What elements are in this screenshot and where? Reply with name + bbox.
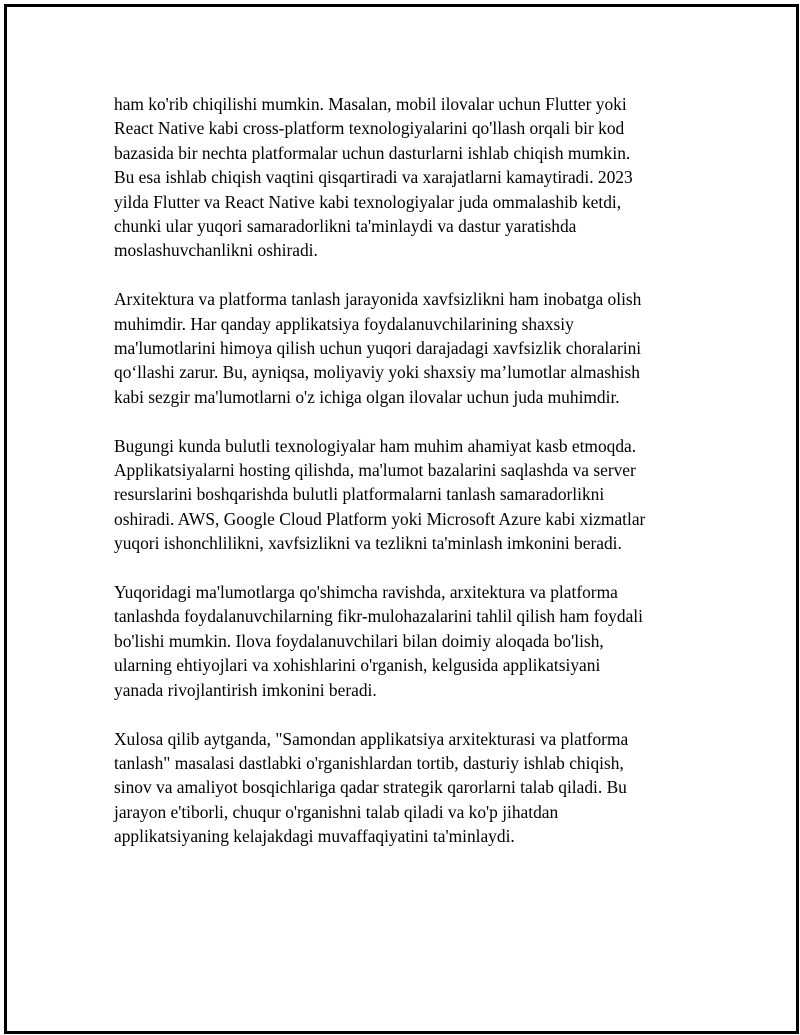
paragraph-line: bazasida bir nechta platformalar uchun dasturlarni ishlab chiqish mumkin.	[114, 142, 631, 163]
document-body	[114, 92, 694, 873]
paragraph-line: Applikatsiyalarni hosting qilishda, ma'lumot bazalarini saqlashda va server	[114, 460, 636, 481]
paragraph-3	[114, 434, 694, 556]
paragraph-line: yuqori ishonchlilikni, xavfsizlikni va tezlikni ta'minlash imkonini beradi.	[114, 533, 622, 554]
paragraph-line: qo‘llashi zarur. Bu, ayniqsa, moliyaviy yoki shaxsiy ma’lumotlar almashish	[114, 362, 640, 383]
paragraph-line: Yuqoridagi ma'lumotlarga qo'shimcha ravishda, arxitektura va platforma	[114, 582, 618, 603]
paragraph-line: jarayon e'tiborli, chuqur o'rganishni talab qiladi va ko'p jihatdan	[114, 801, 559, 822]
paragraph-line: ma'lumotlarini himoya qilish uchun yuqori darajadagi xavfsizlik choralarini	[114, 338, 642, 359]
paragraph-2	[114, 287, 694, 409]
paragraph-line: ularning ehtiyojlari va xohishlarini o'rganish, kelgusida applikatsiyani	[114, 655, 601, 676]
paragraph-line: Arxitektura va platforma tanlash jarayonida xavfsizlikni ham inobatga olish	[114, 289, 642, 310]
paragraph-line: ham ko'rib chiqilishi mumkin. Masalan, mobil ilovalar uchun Flutter yoki	[114, 94, 627, 114]
paragraph-line: sinov va amaliyot bosqichlariga qadar strategik qarorlarni talab qiladi. Bu	[114, 777, 627, 798]
paragraph-line: oshiradi. AWS, Google Cloud Platform yoki Microsoft Azure kabi xizmatlar	[114, 508, 646, 529]
paragraph-line: yilda Flutter va React Native kabi texnologiyalar juda ommalashib ketdi,	[114, 191, 622, 212]
paragraph-line: moslashuvchanlikni oshiradi.	[114, 240, 318, 261]
paragraph-line: Bu esa ishlab chiqish vaqtini qisqartiradi va xarajatlarni kamaytiradi. 2023	[114, 167, 633, 188]
paragraph-line: muhimdir. Har qanday applikatsiya foydalanuvchilarining shaxsiy	[114, 313, 574, 334]
paragraph-line: tanlashda foydalanuvchilarning fikr-mulohazalarini tahlil qilish ham foydali	[114, 606, 643, 627]
paragraph-line: tanlash" masalasi dastlabki o'rganishlardan tortib, dasturiy ishlab chiqish,	[114, 752, 624, 773]
paragraph-line: Bugungi kunda bulutli texnologiyalar ham muhim ahamiyat kasb etmoqda.	[114, 435, 637, 456]
paragraph-line: kabi sezgir ma'lumotlarni o'z ichiga olgan ilovalar uchun juda muhimdir.	[114, 386, 620, 407]
paragraph-line: resurslarini boshqarishda bulutli platformalarni tanlash samaradorlikni	[114, 484, 605, 505]
paragraph-line: React Native kabi cross-platform texnologiyalarini qo'llash orqali bir kod	[114, 118, 625, 139]
paragraph-1	[114, 92, 694, 263]
paragraph-line: chunki ular yuqori samaradorlikni ta'minlaydi va dastur yaratishda	[114, 216, 577, 237]
paragraph-line: bo'lishi mumkin. Ilova foydalanuvchilari bilan doimiy aloqada bo'lish,	[114, 630, 604, 651]
paragraph-line: applikatsiyaning kelajakdagi muvaffaqiyatini ta'minlaydi.	[114, 826, 515, 847]
paragraph-4	[114, 580, 694, 702]
paragraph-line: yanada rivojlantirish imkonini beradi.	[114, 679, 377, 700]
paragraph-5	[114, 727, 694, 849]
paragraph-line: Xulosa qilib aytganda, "Samondan applikatsiya arxitekturasi va platforma	[114, 728, 629, 749]
